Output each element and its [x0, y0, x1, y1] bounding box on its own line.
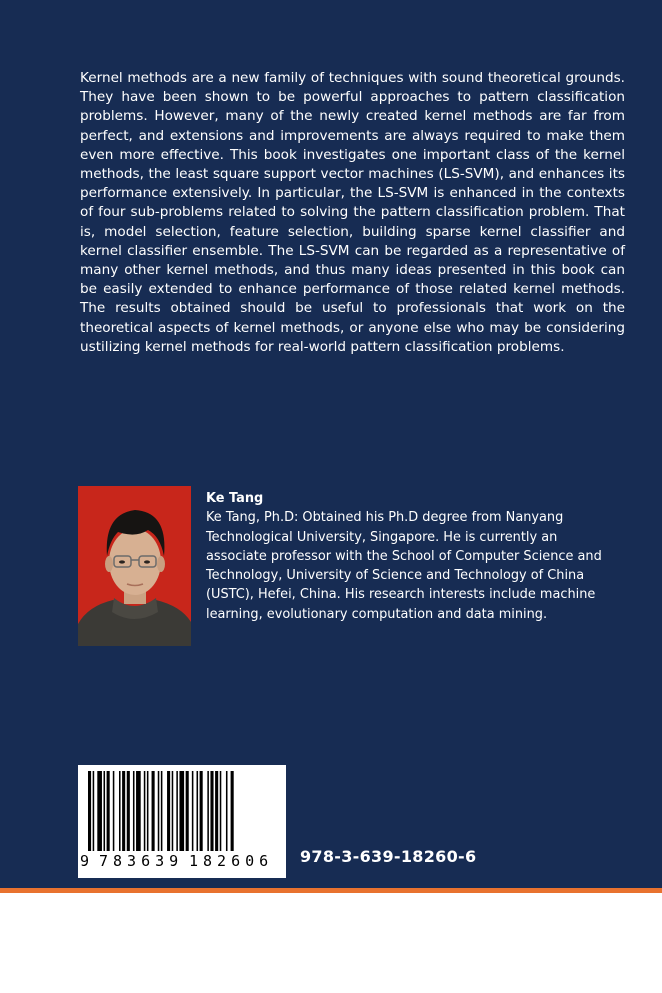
author-portrait-image	[78, 486, 191, 646]
isbn-number: 978-3-639-18260-6	[300, 847, 477, 866]
author-bio: Ke Tang, Ph.D: Obtained his Ph.D degree from Nanyang Technological University, Singapore. He is currently an associate professor with the School of Computer Science and Technology, University of Science and Technology of China (USTC), Hefei, China. His research interests include machine learning, evolutionary computation and data mining.	[206, 510, 602, 622]
author-section	[206, 489, 606, 624]
barcode-digits	[78, 850, 286, 872]
barcode-left-group: 783639	[99, 852, 184, 870]
barcode	[78, 765, 286, 878]
barcode-lead-digit: 9	[80, 852, 90, 870]
accent-band	[0, 888, 662, 893]
barcode-right-group: 182606	[189, 852, 274, 870]
author-photo	[78, 486, 191, 646]
book-description: Kernel methods are a new family of techniques with sound theoretical grounds. They have been shown to be powerful approaches to pattern classification problems. However, many of the newly created kernel methods are far from perfect, and extensions and improvements are always required to make them even more effective. This book investigates one important class of the kernel methods, the least square support vector machines (LS-SVM), and enhances its performance extensively. In particular, the LS-SVM is enhanced in the contexts of four sub-problems related to solving the pattern classification problem. That is, model selection, feature selection, building sparse kernel classifier and kernel classifier ensemble. The LS-SVM can be regarded as a representative of many other kernel methods, and thus many ideas presented in this book can be easily extended to enhance performance of those related kernel methods. The results obtained should be useful to professionals that work on the theoretical aspects of kernel methods, or anyone else who may be considering ustilizing kernel methods for real-world pattern classification problems.	[80, 70, 625, 355]
author-name: Ke Tang	[206, 491, 264, 506]
barcode-bars	[86, 771, 278, 851]
